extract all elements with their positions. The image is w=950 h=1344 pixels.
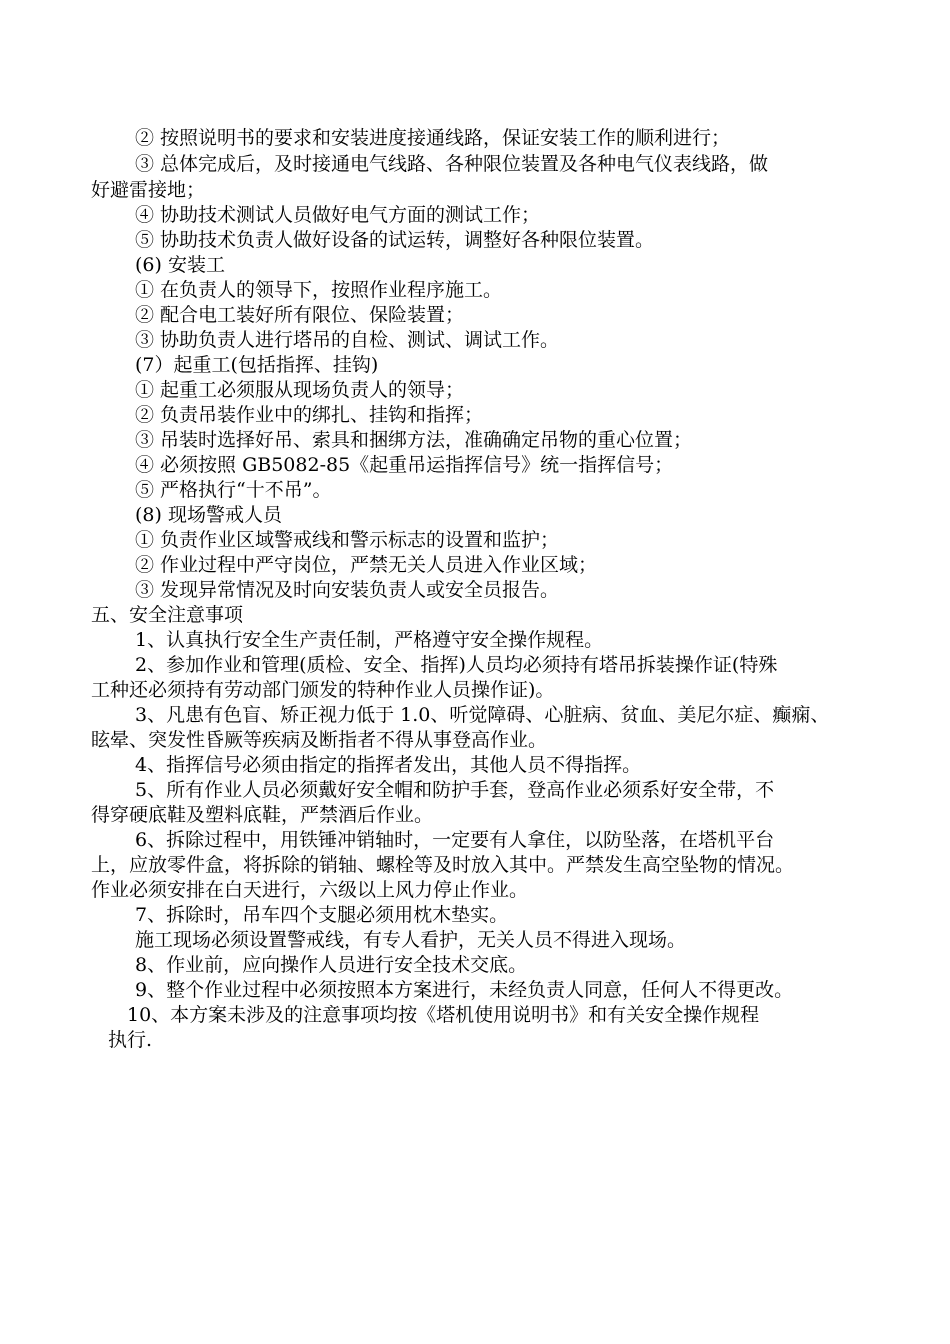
section-heading: (7）起重工(包括指挥、挂钩) <box>135 354 379 376</box>
text-line: 眩晕、突发性昏厥等疾病及断指者不得从事登高作业。 <box>91 729 548 751</box>
text-line: ① 在负责人的领导下，按照作业程序施工。 <box>135 279 503 301</box>
text-line: ③ 总体完成后，及时接通电气线路、各种限位装置及各种电气仪表线路，做 <box>135 153 769 175</box>
chapter-heading: 五、安全注意事项 <box>91 604 244 626</box>
text-line: 10、本方案未涉及的注意事项均按《塔机使用说明书》和有关安全操作规程 <box>127 1004 760 1026</box>
text-line: 执行. <box>108 1029 153 1051</box>
text-line: 4、指挥信号必须由指定的指挥者发出，其他人员不得指挥。 <box>135 754 642 776</box>
text-line: 6、拆除过程中，用铁锤冲销轴时，一定要有人拿住，以防坠落，在塔机平台 <box>135 829 775 851</box>
text-line: 7、拆除时，吊车四个支腿必须用枕木垫实。 <box>135 904 509 926</box>
text-line: ③ 发现异常情况及时向安装负责人或安全员报告。 <box>135 579 560 601</box>
text-line: ③ 协助负责人进行塔吊的自检、测试、调试工作。 <box>135 329 560 351</box>
text-line: 好避雷接地； <box>91 179 206 201</box>
text-line: 工种还必须持有劳动部门颁发的特种作业人员操作证)。 <box>91 679 555 701</box>
text-line: ① 负责作业区域警戒线和警示标志的设置和监护； <box>135 529 560 551</box>
text-line: ⑤ 协助技术负责人做好设备的试运转，调整好各种限位装置。 <box>135 229 655 251</box>
text-line: ① 起重工必须服从现场负责人的领导； <box>135 379 465 401</box>
section-heading: (6) 安装工 <box>135 254 225 276</box>
text-line: 3、凡患有色盲、矫正视力低于 1.0、听觉障碍、心脏病、贫血、美尼尔症、癫痫、 <box>135 704 830 726</box>
text-line: ② 作业过程中严守岗位，严禁无关人员进入作业区域； <box>135 554 598 576</box>
text-line: ③ 吊装时选择好吊、索具和捆绑方法，准确确定吊物的重心位置； <box>135 429 693 451</box>
section-heading: (8) 现场警戒人员 <box>135 504 282 526</box>
text-line: 1、认真执行安全生产责任制，严格遵守安全操作规程。 <box>135 629 604 651</box>
text-line: ② 负责吊装作业中的绑扎、挂钩和指挥； <box>135 404 484 426</box>
text-line: 8、作业前，应向操作人员进行安全技术交底。 <box>135 954 528 976</box>
text-line: 得穿硬底鞋及塑料底鞋，严禁酒后作业。 <box>91 804 434 826</box>
text-line: 作业必须安排在白天进行，六级以上风力停止作业。 <box>91 879 529 901</box>
text-line: ⑤ 严格执行“十不吊”。 <box>135 479 332 501</box>
text-line: ② 按照说明书的要求和安装进度接通线路，保证安装工作的顺利进行； <box>135 127 731 149</box>
text-line: 施工现场必须设置警戒线，有专人看护，无关人员不得进入现场。 <box>135 929 687 951</box>
text-line: 2、参加作业和管理(质检、安全、指挥)人员均必须持有塔吊拆装操作证(特殊 <box>135 654 778 676</box>
text-line: 5、所有作业人员必须戴好安全帽和防护手套，登高作业必须系好安全带，不 <box>135 779 775 801</box>
text-line: ④ 协助技术测试人员做好电气方面的测试工作； <box>135 204 541 226</box>
text-line: ④ 必须按照 GB5082-85《起重吊运指挥信号》统一指挥信号； <box>135 454 674 476</box>
text-line: ② 配合电工装好所有限位、保险装置； <box>135 304 465 326</box>
text-line: 上，应放零件盒，将拆除的销轴、螺栓等及时放入其中。严禁发生高空坠物的情况。 <box>91 854 795 876</box>
text-line: 9、整个作业过程中必须按照本方案进行，未经负责人同意，任何人不得更改。 <box>135 979 794 1001</box>
